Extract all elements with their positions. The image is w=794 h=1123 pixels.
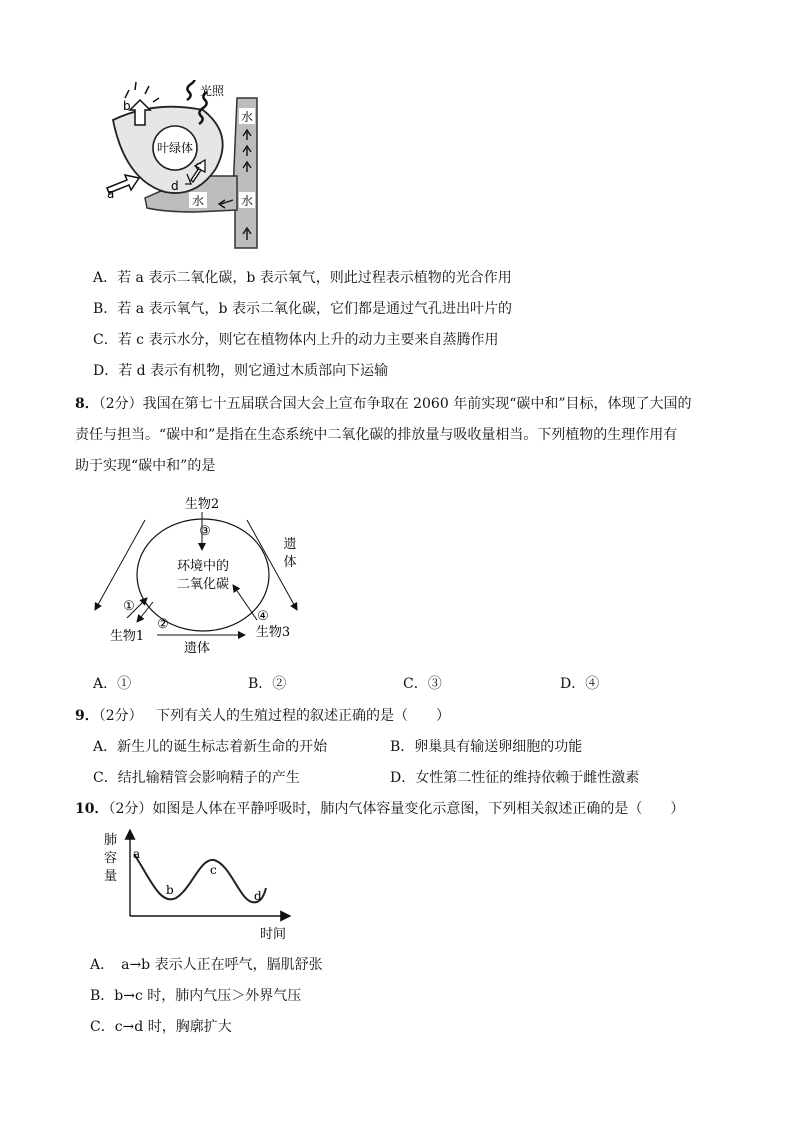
q8-score: （2分） (98, 396, 143, 412)
q9-score: （2分） (98, 708, 143, 724)
q7-option-d[interactable]: D．若 d 表示有机物，则它通过木质部向下运输 (93, 363, 389, 379)
chloroplast-label: 叶绿体 (156, 141, 194, 155)
point-c-label: c (210, 863, 217, 877)
lung-volume-curve (134, 854, 266, 902)
q10-number: 10． (75, 801, 109, 817)
xlabel: 时间 (260, 927, 287, 942)
ylabel-char-1: 肺 (104, 833, 118, 848)
q9-stem (75, 706, 450, 726)
q8-option-b[interactable]: B．② (248, 676, 287, 692)
bio2-label: 生物2 (184, 497, 220, 512)
center-label-line1: 环境中的 (176, 559, 230, 574)
q7-option-b[interactable]: B．若 a 表示氧气，b 表示二氧化碳，它们都是通过气孔进出叶片的 (93, 301, 512, 317)
remains-right-char2: 体 (283, 555, 297, 570)
num-1: ① (123, 599, 135, 614)
light-label: 光照 (200, 84, 225, 98)
q7-option-c[interactable]: C．若 c 表示水分，则它在植物体内上升的动力主要来自蒸腾作用 (93, 332, 499, 348)
center-label-line2: 二氧化碳 (176, 577, 230, 592)
q10-stem (75, 799, 684, 819)
q8-stem-line3: 助于实现“碳中和”的是 (75, 458, 216, 474)
q7-option-a[interactable]: A．若 a 表示二氧化碳，b 表示氧气，则此过程表示植物的光合作用 (93, 270, 512, 286)
q10-stem-text: 如图是人体在平静呼吸时，肺内气体容量变化示意图，下列相关叙述正确的是（ ） (152, 801, 685, 817)
q9-option-a[interactable]: A．新生儿的诞生标志着新生命的开始 (93, 739, 328, 755)
remains-right-char1: 遗 (283, 537, 297, 552)
carbon-cycle-diagram (85, 490, 315, 660)
q8-stem-text1: 我国在第七十五届联合国大会上宣布争取在 2060 年前实现“碳中和”目标，体现了大国的 (142, 396, 692, 412)
label-c: c (195, 159, 202, 173)
point-b-label: b (166, 883, 174, 897)
q8-option-c[interactable]: C．③ (403, 676, 442, 692)
ylabel-char-2: 容 (104, 851, 118, 866)
ylabel-char-3: 量 (104, 869, 118, 884)
q10-score: （2分） (108, 801, 153, 817)
label-b: b (123, 99, 131, 113)
label-d: d (171, 179, 179, 193)
water-label-stem: 水 (240, 194, 254, 208)
q9-option-d[interactable]: D．女性第二性征的维持依赖于雌性激素 (390, 770, 640, 786)
lung-volume-chart (100, 828, 300, 943)
q8-stem-line2: 责任与担当。“碳中和”是指在生态系统中二氧化碳的排放量与吸收量相当。下列植物的生理作用有 (75, 427, 678, 443)
q10-option-b[interactable]: B．b→c 时，肺内气压＞外界气压 (90, 988, 302, 1004)
q9-number: 9． (75, 708, 99, 724)
water-label-branch: 水 (191, 194, 205, 208)
label-a: a (107, 187, 115, 201)
q8-option-d[interactable]: D．④ (560, 676, 600, 692)
q10-option-c[interactable]: C．c→d 时，胸廓扩大 (90, 1019, 232, 1035)
q8-number: 8． (75, 396, 99, 412)
q9-stem-text: 下列有关人的生殖过程的叙述正确的是（ ） (156, 708, 451, 724)
q8-option-a[interactable]: A．① (93, 676, 132, 692)
water-label-top: 水 (240, 110, 254, 124)
leaf-diagram (95, 80, 270, 260)
bio1-label: 生物1 (109, 629, 145, 644)
light-ray (187, 80, 195, 100)
num-2: ② (157, 617, 169, 632)
bio3-label: 生物3 (255, 625, 291, 640)
q10-option-a[interactable]: A． a→b 表示人正在呼气，膈肌舒张 (90, 957, 323, 973)
q9-option-c[interactable]: C．结扎输精管会影响精子的产生 (93, 770, 300, 786)
q8-stem-line1 (75, 394, 692, 414)
remains-bottom-label: 遗体 (183, 641, 211, 656)
num-3: ③ (199, 524, 211, 539)
point-a-label: a (133, 847, 141, 861)
q9-option-b[interactable]: B．卵巢具有输送卵细胞的功能 (390, 739, 583, 755)
point-d-label: d (254, 889, 262, 903)
num-4: ④ (257, 609, 269, 624)
